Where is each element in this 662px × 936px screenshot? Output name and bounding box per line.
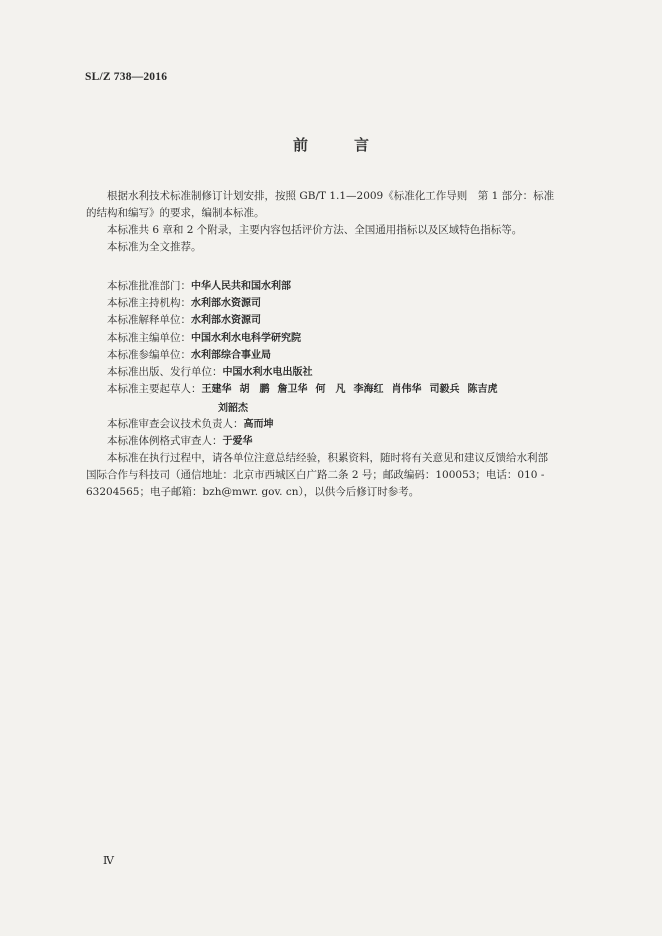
co-editor-label: 本标准参编单位： [107, 349, 191, 361]
drafter-name-continued: 刘韶杰 [218, 403, 248, 414]
paragraph-2: 本标准共 6 章和 2 个附录，主要内容包括评价方法、全国通用指标以及区域特色指标等。 [107, 224, 523, 236]
title-char-2: 言 [354, 136, 370, 154]
host-row [107, 295, 261, 312]
publisher-label: 本标准出版、发行单位： [107, 366, 223, 378]
co-editor-row [107, 347, 271, 364]
page-number: Ⅳ [103, 855, 114, 867]
drafter-name: 王建华 [201, 384, 232, 395]
drafters-row [107, 381, 506, 398]
approve-value: 中华人民共和国水利部 [191, 281, 291, 292]
feedback-line-3: 63204565；电子邮箱：bzh@mwr. gov. cn），以供今后修订时参考。 [86, 486, 420, 498]
approve-row [107, 278, 291, 295]
paragraph-1-line-1: 根据水利技术标准制修订计划安排，按照 GB/T 1.1—2009《标准化工作导则 第 1 部分：标准 [107, 190, 555, 202]
co-editor-value: 水利部综合事业局 [191, 350, 271, 361]
publisher-value: 中国水利水电出版社 [222, 367, 313, 378]
format-row [107, 433, 253, 450]
paragraph-1-line-2: 的结构和编写》的要求，编制本标准。 [86, 207, 265, 219]
drafters-label: 本标准主要起草人： [107, 383, 202, 395]
approve-label: 本标准批准部门： [107, 280, 191, 292]
review-row [107, 416, 274, 433]
drafter-name: 胡 鹏 [239, 384, 270, 395]
drafter-name: 李海红 [353, 384, 384, 395]
chief-editor-row [107, 330, 301, 347]
feedback-line-1: 本标准在执行过程中，请各单位注意总结经验，积累资料，随时将有关意见和建议反馈给水利部 [107, 452, 548, 464]
chief-editor-label: 本标准主编单位： [107, 332, 191, 344]
page-title [0, 134, 662, 155]
drafter-name: 詹卫华 [277, 384, 308, 395]
host-label: 本标准主持机构： [107, 297, 191, 309]
drafter-name: 何 凡 [315, 384, 346, 395]
publisher-row [107, 364, 313, 381]
chief-editor-value: 中国水利水电科学研究院 [191, 333, 301, 344]
interpret-value: 水利部水资源司 [191, 315, 261, 326]
review-label: 本标准审查会议技术负责人： [107, 418, 244, 430]
feedback-line-2: 国际合作与科技司（通信地址：北京市西城区白广路二条 2 号；邮政编码：100053；电话：010 - [86, 469, 545, 481]
interpret-row [107, 312, 261, 329]
drafter-name: 司毅兵 [429, 384, 460, 395]
review-value: 高而坤 [243, 419, 274, 430]
paragraph-3: 本标准为全文推荐。 [107, 241, 202, 253]
host-value: 水利部水资源司 [191, 298, 261, 309]
interpret-label: 本标准解释单位： [107, 314, 191, 326]
standard-code: SL/Z 738—2016 [85, 71, 168, 83]
title-char-1: 前 [292, 136, 308, 154]
format-label: 本标准体例格式审查人： [107, 435, 223, 447]
drafter-name: 肖伟华 [391, 384, 422, 395]
drafter-name: 陈吉虎 [467, 384, 498, 395]
format-value: 于爱华 [222, 436, 253, 447]
